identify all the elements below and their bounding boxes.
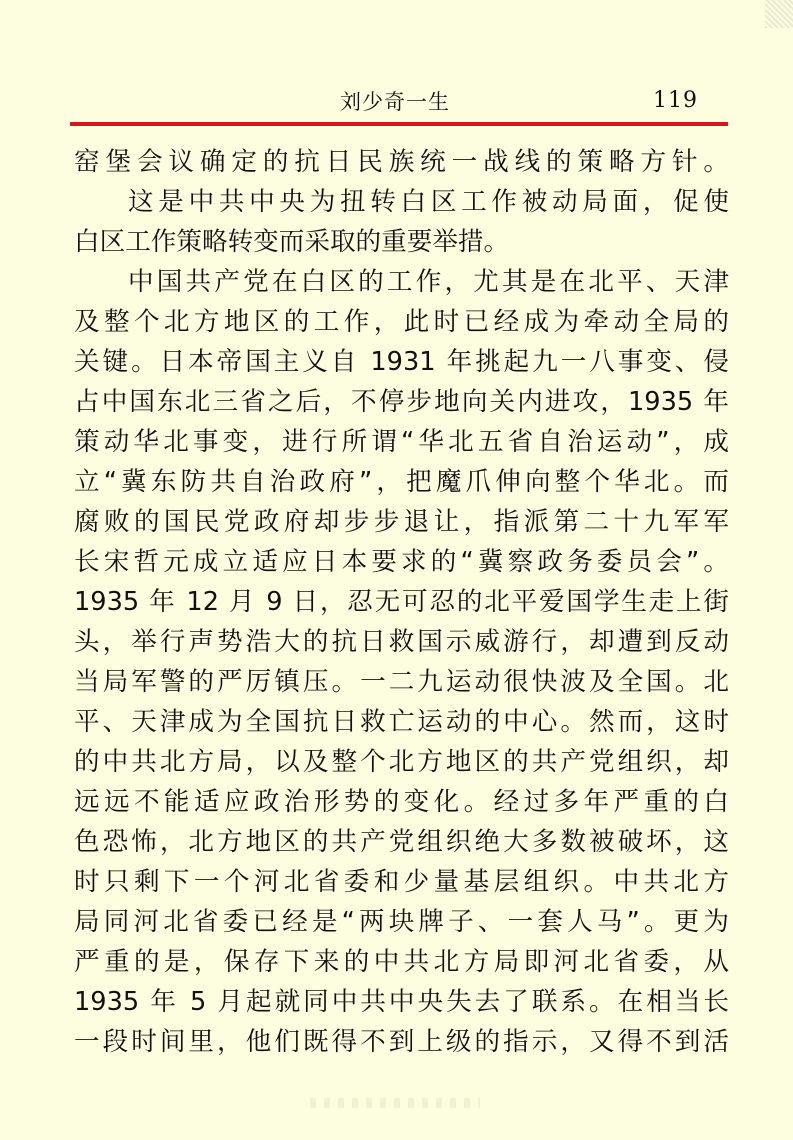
text-line: 头，举行声势浩大的抗日救国示威游行，却遭到反动: [74, 627, 729, 657]
text-line: 1935 年 5 月起就同中共中央失去了联系。在相当长: [74, 987, 729, 1017]
text-line: 关键。日本帝国主义自 1931 年挑起九一八事变、侵: [74, 347, 729, 377]
text-line: 远远不能适应政治形势的变化。经过多年严重的白: [74, 787, 729, 817]
text-line: 长宋哲元成立适应日本要求的“冀察政务委员会”。: [74, 547, 729, 577]
text-line: 的中共北方局，以及整个北方地区的共产党组织，却: [74, 747, 729, 777]
text-line: 窑堡会议确定的抗日民族统一战线的策略方针。: [74, 147, 729, 177]
page-number: 119: [653, 88, 698, 113]
faint-footer-artifact: [310, 1098, 480, 1108]
text-line: 平、天津成为全国抗日救亡运动的中心。然而，这时: [74, 707, 729, 737]
text-line: 腐败的国民党政府却步步退让，指派第二十九军军: [74, 507, 729, 537]
text-line: 中国共产党在白区的工作，尤其是在北平、天津: [128, 267, 729, 297]
text-line: 局同河北省委已经是“两块牌子、一套人马”。更为: [74, 907, 729, 937]
running-title: 刘少奇一生: [340, 90, 450, 114]
text-line: 及整个北方地区的工作，此时已经成为牵动全局的: [74, 307, 729, 337]
page-header: [70, 86, 728, 116]
text-line: 策动华北事变，进行所谓“华北五省自治运动”，成: [74, 427, 729, 457]
text-line: 1935 年 12 月 9 日，忍无可忍的北平爱国学生走上街: [74, 587, 729, 617]
text-line: 这是中共中央为扭转白区工作被动局面，促使: [128, 187, 729, 217]
text-line: 一段时间里，他们既得不到上级的指示，又得不到活: [74, 1027, 729, 1057]
body-text: [74, 142, 729, 1062]
text-line: 白区工作策略转变而采取的重要举措。: [74, 227, 510, 257]
text-line: 时只剩下一个河北省委和少量基层组织。中共北方: [74, 867, 729, 897]
text-line: 严重的是，保存下来的中共北方局即河北省委，从: [74, 947, 729, 977]
scan-corner-mark: [765, 0, 793, 28]
text-line: 立“冀东防共自治政府”，把魔爪伸向整个华北。而: [74, 467, 729, 497]
text-line: 占中国东北三省之后，不停步地向关内进攻，1935 年: [74, 387, 729, 417]
text-line: 色恐怖，北方地区的共产党组织绝大多数被破坏，这: [74, 827, 729, 857]
header-rule: [70, 122, 728, 126]
text-line: 当局军警的严厉镇压。一二九运动很快波及全国。北: [74, 667, 729, 697]
